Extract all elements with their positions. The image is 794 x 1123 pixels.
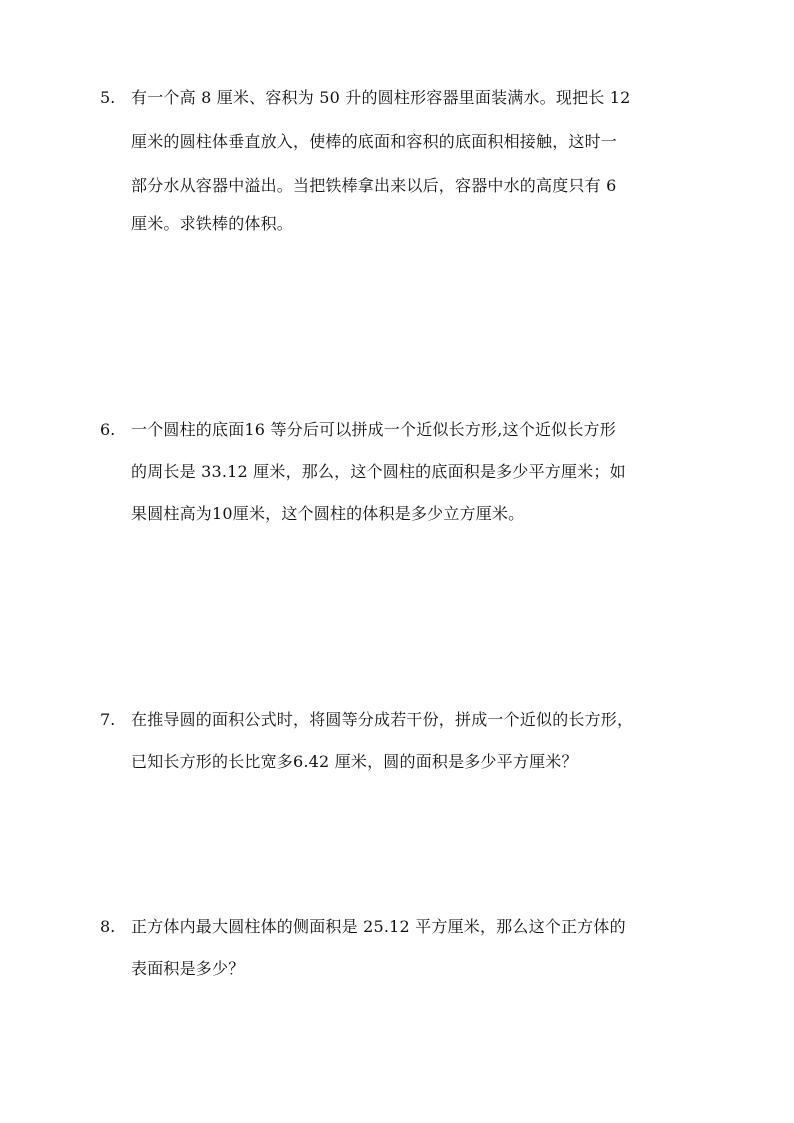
problem-text-line: 厘米的圆柱体垂直放入，使棒的底面和容积的底面积相接触，这时一: [131, 132, 618, 151]
problem-text-line: 表面积是多少？: [131, 959, 245, 978]
problem-text-line: 果圆柱高为10厘米，这个圆柱的体积是多少立方厘米。: [131, 504, 525, 523]
problem-number: 7.: [100, 710, 116, 729]
problem-text-line: 一个圆柱的底面16 等分后可以拼成一个近似长方形,这个近似长方形: [131, 420, 616, 439]
problem-text-line: 有一个高 8 厘米、容积为 50 升的圆柱形容器里面装满水。现把长 12: [131, 88, 631, 107]
problem-text-line: 部分水从容器中溢出。当把铁棒拿出来以后，容器中水的高度只有 6: [131, 176, 617, 195]
problem-text-line: 厘米。求铁棒的体积。: [131, 214, 294, 233]
problem-text-line: 正方体内最大圆柱体的侧面积是 25.12 平方厘米，那么这个正方体的: [131, 917, 626, 936]
problem-number: 6.: [100, 420, 116, 439]
problem-text-line: 已知长方形的长比宽多6.42 厘米，圆的面积是多少平方厘米？: [131, 752, 578, 771]
problem-text-line: 的周长是 33.12 厘米，那么，这个圆柱的底面积是多少平方厘米；如: [131, 462, 626, 481]
problem-number: 8.: [100, 917, 116, 936]
problem-text-line: 在推导圆的面积公式时，将圆等分成若干份，拼成一个近似的长方形，: [131, 710, 634, 729]
problem-number: 5.: [100, 88, 116, 107]
